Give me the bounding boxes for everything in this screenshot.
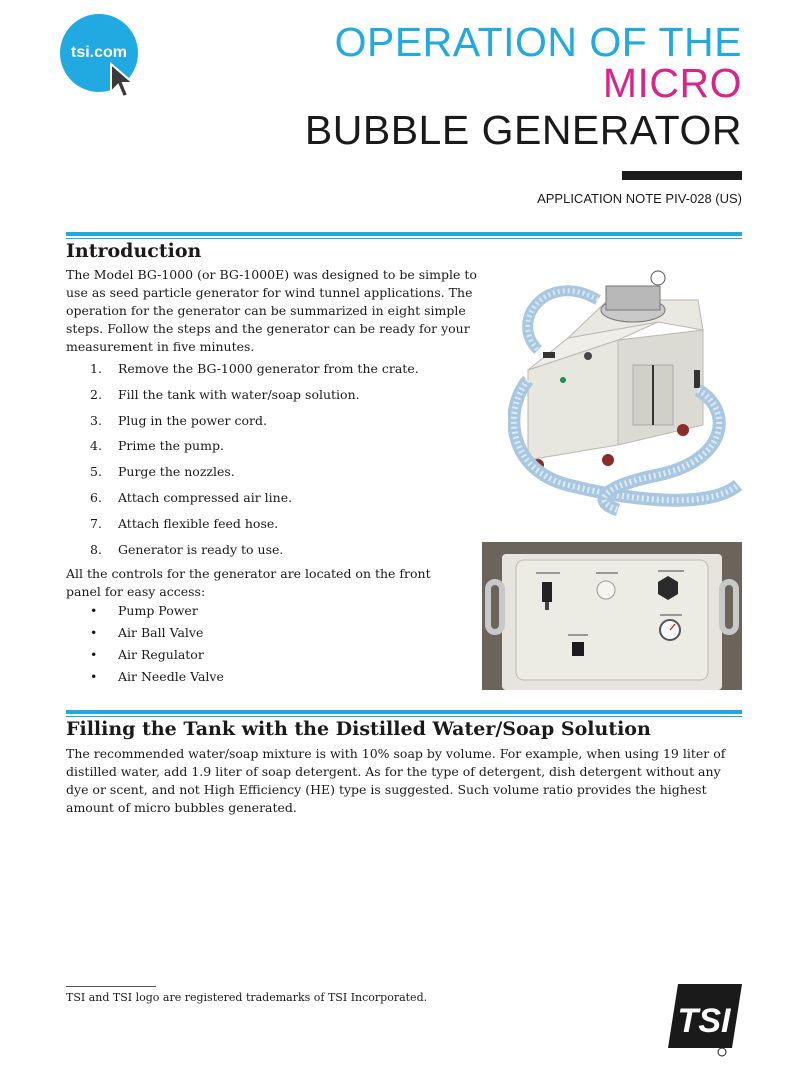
bullet-icon: •	[90, 647, 98, 662]
intro-paragraph: The Model BG-1000 (or BG-1000E) was designed to be simple to use as seed particle generator for wind tunnel applications. The operation for the generator can be summarized in eight simple steps. Follow the steps and the generator can be ready for your measurement in five minutes.	[66, 267, 477, 354]
filling-paragraph: The recommended water/soap mixture is with 10% soap by volume. For example, when using 19 liter of distilled water, add 1.9 liter of soap detergent. As for the type of detergent, dish detergent without any dye or scent, and not High Efficiency (HE) type is suggested. Such volume ratio provides the highest amount of micro bubbles generated.	[66, 746, 726, 815]
bullet-icon: •	[90, 625, 98, 640]
step-text: Attach compressed air line.	[118, 489, 293, 505]
title-line-2: MICRO	[602, 60, 742, 106]
list-item	[90, 386, 430, 412]
step-text: Remove the BG-1000 generator from the crate.	[118, 361, 419, 376]
list-item	[90, 602, 224, 624]
trademark-footnote: TSI and TSI logo are registered trademarks of TSI Incorporated.	[66, 991, 428, 1004]
step-number: 8.	[90, 541, 102, 557]
bullet-icon: •	[90, 669, 98, 684]
section-divider	[66, 710, 742, 714]
filling-heading: Filling the Tank with the Distilled Water/Soap Solution	[66, 718, 651, 740]
step-number: 2.	[90, 386, 102, 402]
step-number: 7.	[90, 515, 102, 531]
step-number: 4.	[90, 438, 102, 454]
title-underline	[622, 171, 742, 180]
list-item	[90, 668, 224, 690]
step-text: Attach flexible feed hose.	[118, 515, 279, 531]
logo-text: tsi.com	[70, 44, 127, 61]
cursor-icon	[108, 62, 138, 100]
step-text: Plug in the power cord.	[118, 412, 267, 428]
step-text: Fill the tank with water/soap solution.	[118, 386, 360, 402]
front-panel-photo	[482, 542, 742, 690]
list-item	[90, 437, 430, 463]
section-divider-thin	[66, 716, 742, 717]
step-text: Purge the nozzles.	[118, 464, 235, 480]
step-number: 3.	[90, 412, 102, 428]
control-label: Air Ball Valve	[118, 625, 204, 640]
section-divider-thin	[66, 238, 742, 239]
controls-intro: All the controls for the generator are located on the front panel for easy access:	[66, 566, 431, 599]
tsi-logo-text: TSI	[677, 1002, 731, 1040]
controls-list	[90, 602, 224, 690]
bullet-icon: •	[90, 603, 98, 618]
application-note-label: APPLICATION NOTE PIV-028 (US)	[537, 191, 742, 206]
front-panel-illustration	[482, 542, 742, 690]
step-text: Generator is ready to use.	[118, 541, 284, 557]
tsi-logo	[664, 976, 742, 1058]
footnote-rule	[66, 986, 156, 987]
step-text: Prime the pump.	[118, 438, 224, 454]
control-label: Pump Power	[118, 603, 198, 618]
generator-photo	[508, 260, 742, 518]
step-number: 6.	[90, 489, 102, 505]
list-item	[90, 412, 430, 438]
steps-list	[90, 360, 430, 566]
control-label: Air Needle Valve	[118, 669, 224, 684]
list-item	[90, 624, 224, 646]
title-line-1: OPERATION OF THE	[334, 19, 742, 65]
list-item	[90, 489, 430, 515]
list-item	[90, 360, 430, 386]
step-number: 5.	[90, 464, 102, 480]
control-label: Air Regulator	[118, 647, 204, 662]
step-number: 1.	[90, 361, 102, 376]
list-item	[90, 646, 224, 668]
introduction-heading: Introduction	[66, 240, 202, 262]
title-line-3: BUBBLE GENERATOR	[304, 107, 742, 153]
section-divider	[66, 232, 742, 236]
list-item	[90, 463, 430, 489]
list-item	[90, 515, 430, 541]
list-item	[90, 541, 430, 567]
